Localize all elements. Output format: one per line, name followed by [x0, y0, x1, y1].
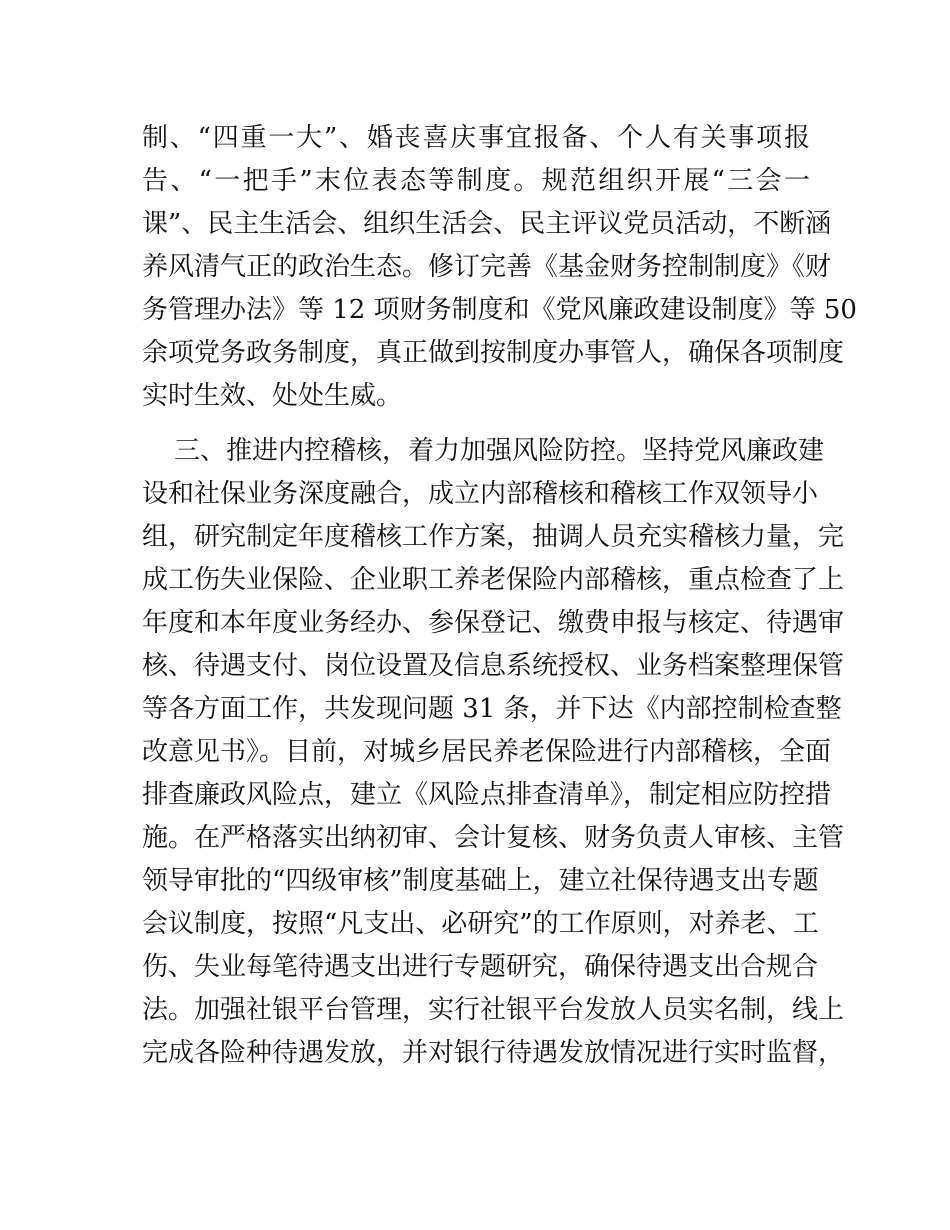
text-line: 改意见书》。目前，对城乡居民养老保险进行内部稽核，全面: [142, 737, 832, 767]
text-line: 设和社保业务深度融合，成立内部稽核和稽核工作双领导小: [142, 479, 819, 509]
text-line: 告、“一把手”末位表态等制度。规范组织开展“三会一: [142, 166, 810, 196]
text-line: 领导审批的“四级审核”制度基础上，建立社保待遇支出专题: [142, 866, 819, 896]
text-line: 养风清气正的政治生态。修订完善《基金财务控制制度》《财: [142, 252, 832, 282]
text-line: 完成各险种待遇发放，并对银行待遇发放情况进行实时监督，: [142, 1038, 845, 1068]
text-line: 制、“四重一大”、婚丧喜庆事宜报备、个人有关事项报: [142, 123, 810, 153]
text-line: 实时生效、处处生威。: [142, 381, 403, 411]
text-line: 等各方面工作，共发现问题 31 条，并下达《内部控制检查整: [142, 694, 842, 724]
text-line: 排查廉政风险点，建立《风险点排查清单》，制定相应防控措: [142, 780, 832, 810]
text-line: 务管理办法》等 12 项财务制度和《党风廉政建设制度》等 50: [142, 295, 857, 325]
text-line: 核、待遇支付、岗位设置及信息系统授权、业务档案整理保管: [142, 651, 845, 681]
text-line: 法。加强社银平台管理，实行社银平台发放人员实名制，线上: [142, 995, 845, 1025]
text-line: 组，研究制定年度稽核工作方案，抽调人员充实稽核力量，完: [142, 522, 845, 552]
text-line: 年度和本年度业务经办、参保登记、缴费申报与核定、待遇审: [142, 608, 845, 638]
text-line: 成工伤失业保险、企业职工养老保险内部稽核，重点检查了上: [142, 565, 845, 595]
text-line: 会议制度，按照“凡支出、必研究”的工作原则，对养老、工: [142, 909, 819, 939]
text-line: 课”、民主生活会、组织生活会、民主评议党员活动，不断涵: [142, 209, 832, 239]
text-line: 余项党务政务制度，真正做到按制度办事管人，确保各项制度: [142, 338, 845, 368]
text-line: 施。在严格落实出纳初审、会计复核、财务负责人审核、主管: [142, 823, 845, 853]
text-line: 伤、失业每笔待遇支出进行专题研究，确保待遇支出合规合: [142, 952, 819, 982]
text-line: 三、推进内控稽核，着力加强风险防控。坚持党风廉政建: [174, 436, 825, 466]
